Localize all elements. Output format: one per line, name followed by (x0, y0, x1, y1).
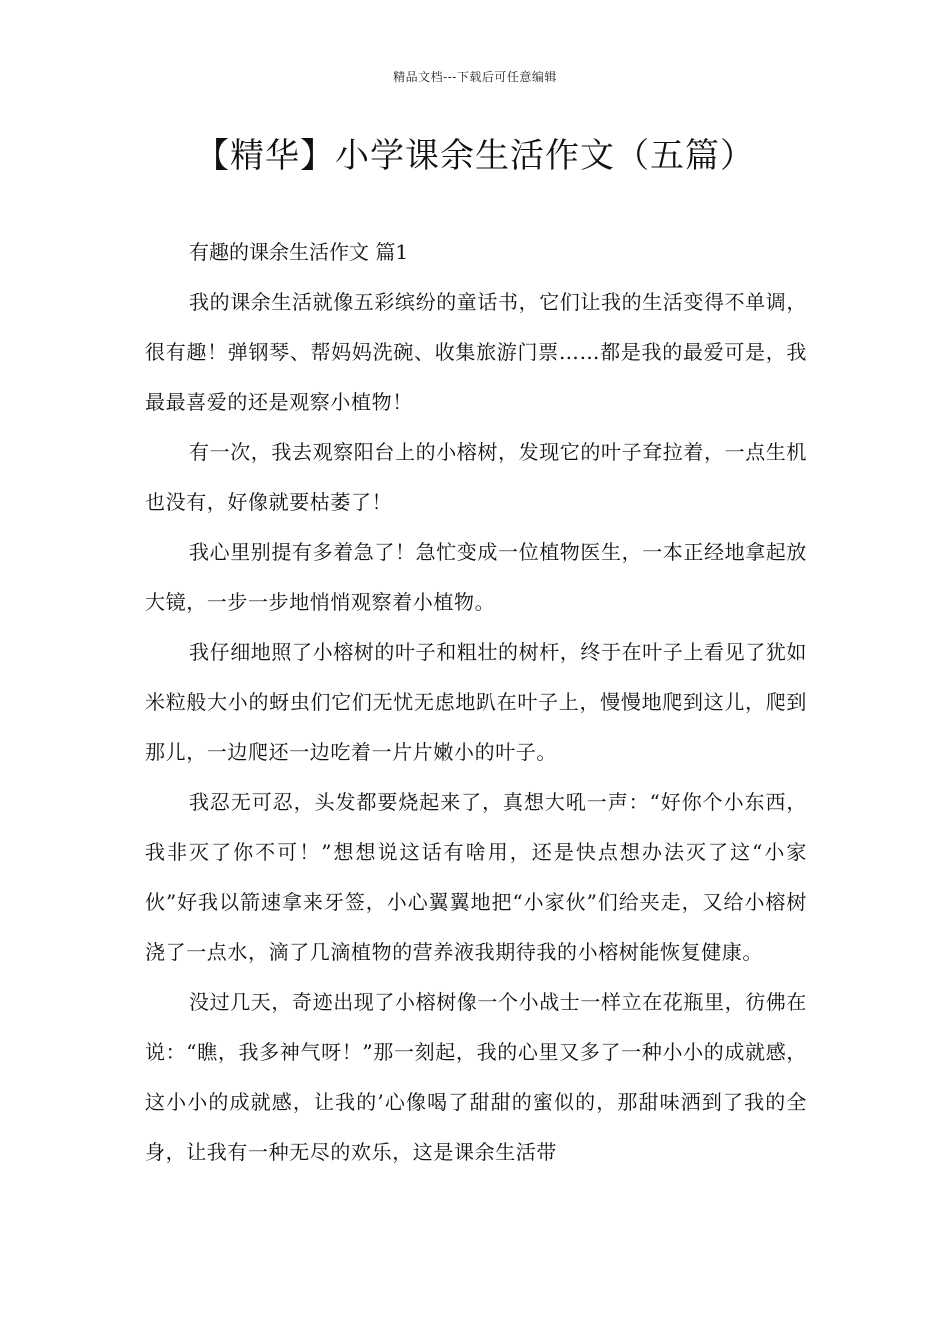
document-body (145, 227, 807, 1177)
paragraph: 我的课余生活就像五彩缤纷的童话书，它们让我的生活变得不单调，很有趣！弹钢琴、帮妈妈洗碗、收集旅游门票……都是我的最爱可是，我最最喜爱的还是观察小植物！ (145, 290, 807, 414)
paragraph: 我心里别提有多着急了！急忙变成一位植物医生，一本正经地拿起放大镜，一步一步地悄悄观察着小植物。 (145, 540, 807, 614)
paragraph: 我仔细地照了小榕树的叶子和粗壮的树杆，终于在叶子上看见了犹如米粒般大小的蚜虫们它们无忧无虑地趴在叶子上，慢慢地爬到这儿，爬到那儿，一边爬还一边吃着一片片嫩小的叶子。 (145, 640, 807, 764)
header-note: 精品文档---下载后可任意编辑 (393, 70, 557, 84)
document-title: 【精华】小学课余生活作文（五篇） (195, 136, 755, 176)
paragraph: 有一次，我去观察阳台上的小榕树，发现它的叶子耷拉着，一点生机也没有，好像就要枯萎了！ (145, 440, 807, 514)
paragraph: 我忍无可忍，头发都要烧起来了，真想大吼一声：“好你个小东西，我非灭了你不可！”想想说这话有啥用，还是快点想办法灭了这“小家伙”好我以箭速拿来牙签，小心翼翼地把“小家伙”们给夹走，又给小榕树浇了一点水，滴了几滴植物的营养液我期待我的小榕树能恢复健康。 (145, 790, 807, 964)
section-title: 有趣的课余生活作文 篇1 (189, 240, 409, 264)
paragraph: 没过几天，奇迹出现了小榕树像一个小战士一样立在花瓶里，彷佛在说：“瞧，我多神气呀！”那一刻起，我的心里又多了一种小小的成就感，这小小的成就感，让我的’心像喝了甜甜的蜜似的，那甜味洒到了我的全身，让我有一种无尽的欢乐，这是课余生活带 (145, 990, 807, 1164)
